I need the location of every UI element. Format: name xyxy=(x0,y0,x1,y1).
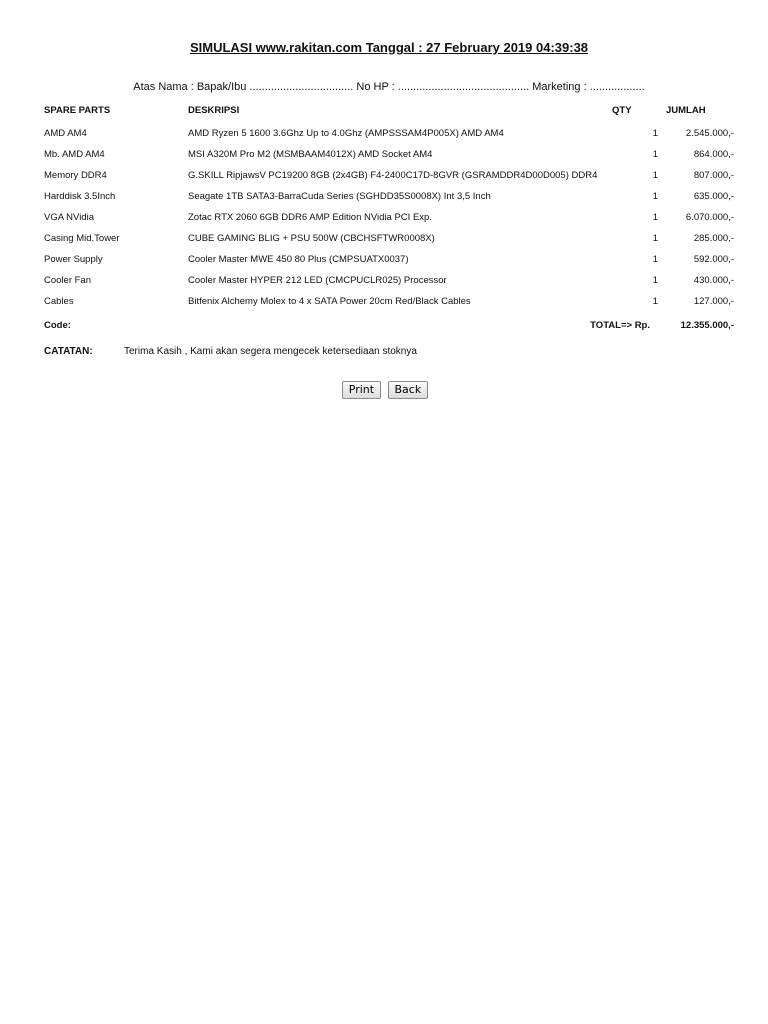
header-spare-parts: SPARE PARTS xyxy=(44,105,111,116)
table-row xyxy=(40,146,738,167)
header-amount: JUMLAH xyxy=(666,105,706,116)
row-qty: 1 xyxy=(652,212,658,223)
row-description: Seagate 1TB SATA3-BarraCuda Series (SGHDD35S0008X) Int 3,5 Inch xyxy=(188,191,491,202)
parts-table xyxy=(40,101,738,338)
table-row xyxy=(40,125,738,146)
row-description: Zotac RTX 2060 6GB DDR6 AMP Edition NVidia PCI Exp. xyxy=(188,212,432,223)
row-part: Mb. AMD AM4 xyxy=(44,149,105,160)
row-amount: 635.000,- xyxy=(693,191,734,202)
row-description: Cooler Master MWE 450 80 Plus (CMPSUATX0037) xyxy=(188,254,409,265)
row-qty: 1 xyxy=(652,170,658,181)
row-qty: 1 xyxy=(652,254,658,265)
note-label: CATATAN: xyxy=(44,346,93,357)
code-label: Code: xyxy=(44,320,71,331)
note-text: Terima Kasih , Kami akan segera mengecek ketersediaan stoknya xyxy=(124,346,417,357)
page-title: SIMULASI www.rakitan.com Tanggal : 27 February 2019 04:39:38 xyxy=(189,40,589,55)
row-qty: 1 xyxy=(652,149,658,160)
row-amount: 285.000,- xyxy=(693,233,734,244)
row-part: VGA NVidia xyxy=(44,212,94,223)
row-part: AMD AM4 xyxy=(44,128,87,139)
row-amount: 6.070.000,- xyxy=(685,212,734,223)
total-row xyxy=(40,314,738,338)
row-amount: 592.000,- xyxy=(693,254,734,265)
action-buttons xyxy=(0,380,768,399)
row-amount: 127.000,- xyxy=(693,296,734,307)
row-part: Power Supply xyxy=(44,254,103,265)
row-description: AMD Ryzen 5 1600 3.6Ghz Up to 4.0Ghz (AMPSSSAM4P005X) AMD AM4 xyxy=(188,128,504,139)
row-part: Memory DDR4 xyxy=(44,170,107,181)
row-amount: 807.000,- xyxy=(693,170,734,181)
row-description: MSI A320M Pro M2 (MSMBAAM4012X) AMD Socket AM4 xyxy=(188,149,433,160)
back-button[interactable]: Back xyxy=(388,381,429,399)
row-qty: 1 xyxy=(652,296,658,307)
row-description: CUBE GAMING BLIG + PSU 500W (CBCHSFTWR0008X) xyxy=(188,233,435,244)
table-row xyxy=(40,209,738,230)
row-description: G.SKILL RipjawsV PC19200 8GB (2x4GB) F4-2400C17D-8GVR (GSRAMDDR4D00D005) DDR4 xyxy=(188,170,598,181)
note-section xyxy=(44,346,417,357)
row-part: Casing Mid.Tower xyxy=(44,233,120,244)
table-row xyxy=(40,188,738,209)
total-value: 12.355.000,- xyxy=(680,320,734,331)
table-row xyxy=(40,230,738,251)
row-qty: 1 xyxy=(652,191,658,202)
row-part: Cables xyxy=(44,296,74,307)
row-part: Harddisk 3.5Inch xyxy=(44,191,116,202)
table-row xyxy=(40,293,738,314)
header-description: DESKRIPSI xyxy=(188,105,240,116)
customer-info-line: Atas Nama : Bapak/Ibu .................................. No HP : ........................................... Marketing : .................. xyxy=(133,81,645,93)
row-amount: 2.545.000,- xyxy=(685,128,734,139)
table-row xyxy=(40,167,738,188)
row-description: Cooler Master HYPER 212 LED (CMCPUCLR025) Processor xyxy=(188,275,447,286)
table-row xyxy=(40,272,738,293)
table-header-row xyxy=(40,101,738,125)
row-amount: 864.000,- xyxy=(693,149,734,160)
table-row xyxy=(40,251,738,272)
total-label: TOTAL=> Rp. xyxy=(590,320,650,331)
row-part: Cooler Fan xyxy=(44,275,91,286)
header-qty: QTY xyxy=(612,105,632,116)
row-qty: 1 xyxy=(652,233,658,244)
row-qty: 1 xyxy=(652,128,658,139)
print-button[interactable]: Print xyxy=(342,381,381,399)
row-description: Bitfenix Alchemy Molex to 4 x SATA Power 20cm Red/Black Cables xyxy=(188,296,471,307)
row-amount: 430.000,- xyxy=(693,275,734,286)
row-qty: 1 xyxy=(652,275,658,286)
